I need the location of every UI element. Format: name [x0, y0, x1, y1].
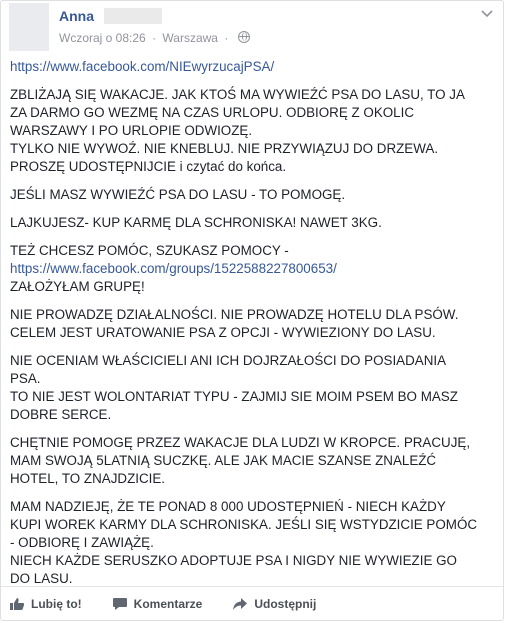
text-line: TYLKO NIE WYWOŹ. NIE KNEBLUJ. NIE PRZYWIĄZUJ DO DRZEWA. [10, 141, 439, 156]
like-label: Lubię to! [31, 596, 82, 611]
paragraph-4 [10, 242, 493, 296]
redacted-surname [104, 8, 162, 24]
text-line: DO LASU. [10, 571, 73, 586]
text-line: - ODBIORĘ I ZAWIĄŻĘ. [10, 535, 154, 550]
like-button[interactable] [9, 597, 82, 611]
author-name[interactable]: Anna [59, 7, 94, 24]
text-line: HOTEL, TO ZNAJDZICIE. [10, 471, 166, 486]
text-line: MAM SWOJĄ 5LATNIĄ SUCZKĘ. ALE JAK MACIE SZANSE ZNALEŹĆ [10, 453, 437, 468]
text-line: WARSZAWY I PO URLOPIE ODWIOZĘ. [10, 123, 253, 138]
avatar[interactable] [9, 3, 49, 51]
share-button[interactable] [232, 597, 316, 611]
chevron-down-icon[interactable] [481, 7, 493, 21]
text-line: NIE OCENIAM WŁAŚCICIELI ANI ICH DOJRZAŁOŚCI DO POSIADANIA [10, 353, 447, 368]
text-line: CELEM JEST URATOWANIE PSA Z OPCJI - WYWIEZIONY DO LASU. [10, 325, 436, 340]
text-line: DOBRE SERCE. [10, 407, 112, 422]
paragraph-7 [10, 434, 493, 488]
post-header [1, 1, 503, 53]
text-line: MAM NADZIEJĘ, ŻE TE PONAD 8 000 UDOSTĘPNIEŃ - NIECH KAŻDY [10, 499, 446, 514]
timestamp[interactable]: Wczoraj o 08:26 [59, 31, 146, 45]
location[interactable]: Warszawa [162, 31, 218, 45]
action-bar [1, 586, 503, 620]
text-line: TEŻ CHCESZ POMÓC, SZUKASZ POMOCY - [10, 243, 289, 258]
post-meta [59, 31, 250, 45]
share-icon [232, 597, 248, 611]
post-link[interactable]: https://www.facebook.com/NIEwyrzucajPSA/ [10, 59, 275, 74]
author-row [59, 7, 162, 25]
text-line: PROSZĘ UDOSTĘPNIJCIE i czytać do końca. [10, 159, 287, 174]
paragraph-1 [10, 86, 493, 176]
paragraph-3: LAJKUJESZ- KUP KARMĘ DLA SCHRONISKA! NAWET 3KG. [10, 215, 382, 230]
comment-button[interactable] [112, 597, 203, 611]
paragraph-2: JEŚLI MASZ WYWIEŹĆ PSA DO LASU - TO POMOGĘ. [10, 187, 346, 202]
comment-label: Komentarze [133, 596, 203, 611]
text-line: PSA. [10, 371, 41, 386]
text-line: KUPI WOREK KARMY DLA SCHRONISKA. JEŚLI SIĘ WSTYDZICIE POMÓC [10, 517, 478, 532]
group-link[interactable]: https://www.facebook.com/groups/1522588227800653/ [10, 261, 337, 276]
meta-separator-2: · [224, 31, 229, 45]
paragraph-5 [10, 306, 493, 342]
paragraph-8 [10, 498, 493, 588]
text-line: CHĘTNIE POMOGĘ PRZEZ WAKACJE DLA LUDZI W KROPCE. PRACUJĘ, [10, 435, 471, 450]
comment-icon [112, 597, 128, 611]
text-line: ZBLIŻAJĄ SIĘ WAKACJE. JAK KTOŚ MA WYWIEŹĆ PSA DO LASU, TO JA [10, 87, 465, 102]
text-line: NIE PROWADZĘ DZIAŁALNOŚCI. NIE PROWADZĘ HOTELU DLA PSÓW. [10, 307, 459, 322]
post-body [1, 53, 503, 588]
share-label: Udostępnij [254, 596, 317, 611]
thumbs-up-icon [9, 597, 25, 611]
meta-separator: · [152, 31, 157, 45]
text-line: NIECH KAŻDE SERUSZKO ADOPTUJE PSA I NIGDY NIE WYWIEZIE GO [10, 553, 457, 568]
paragraph-6 [10, 352, 493, 424]
text-line: TO NIE JEST WOLONTARIAT TYPU - ZAJMIJ SIE MOIM PSEM BO MASZ [10, 389, 458, 404]
text-line: ZAŁOŻYŁAM GRUPĘ! [10, 279, 145, 294]
globe-icon[interactable] [238, 31, 250, 43]
text-line: ZA DARMO GO WEZMĘ NA CZAS URLOPU. ODBIORĘ Z OKOLIC [10, 105, 414, 120]
